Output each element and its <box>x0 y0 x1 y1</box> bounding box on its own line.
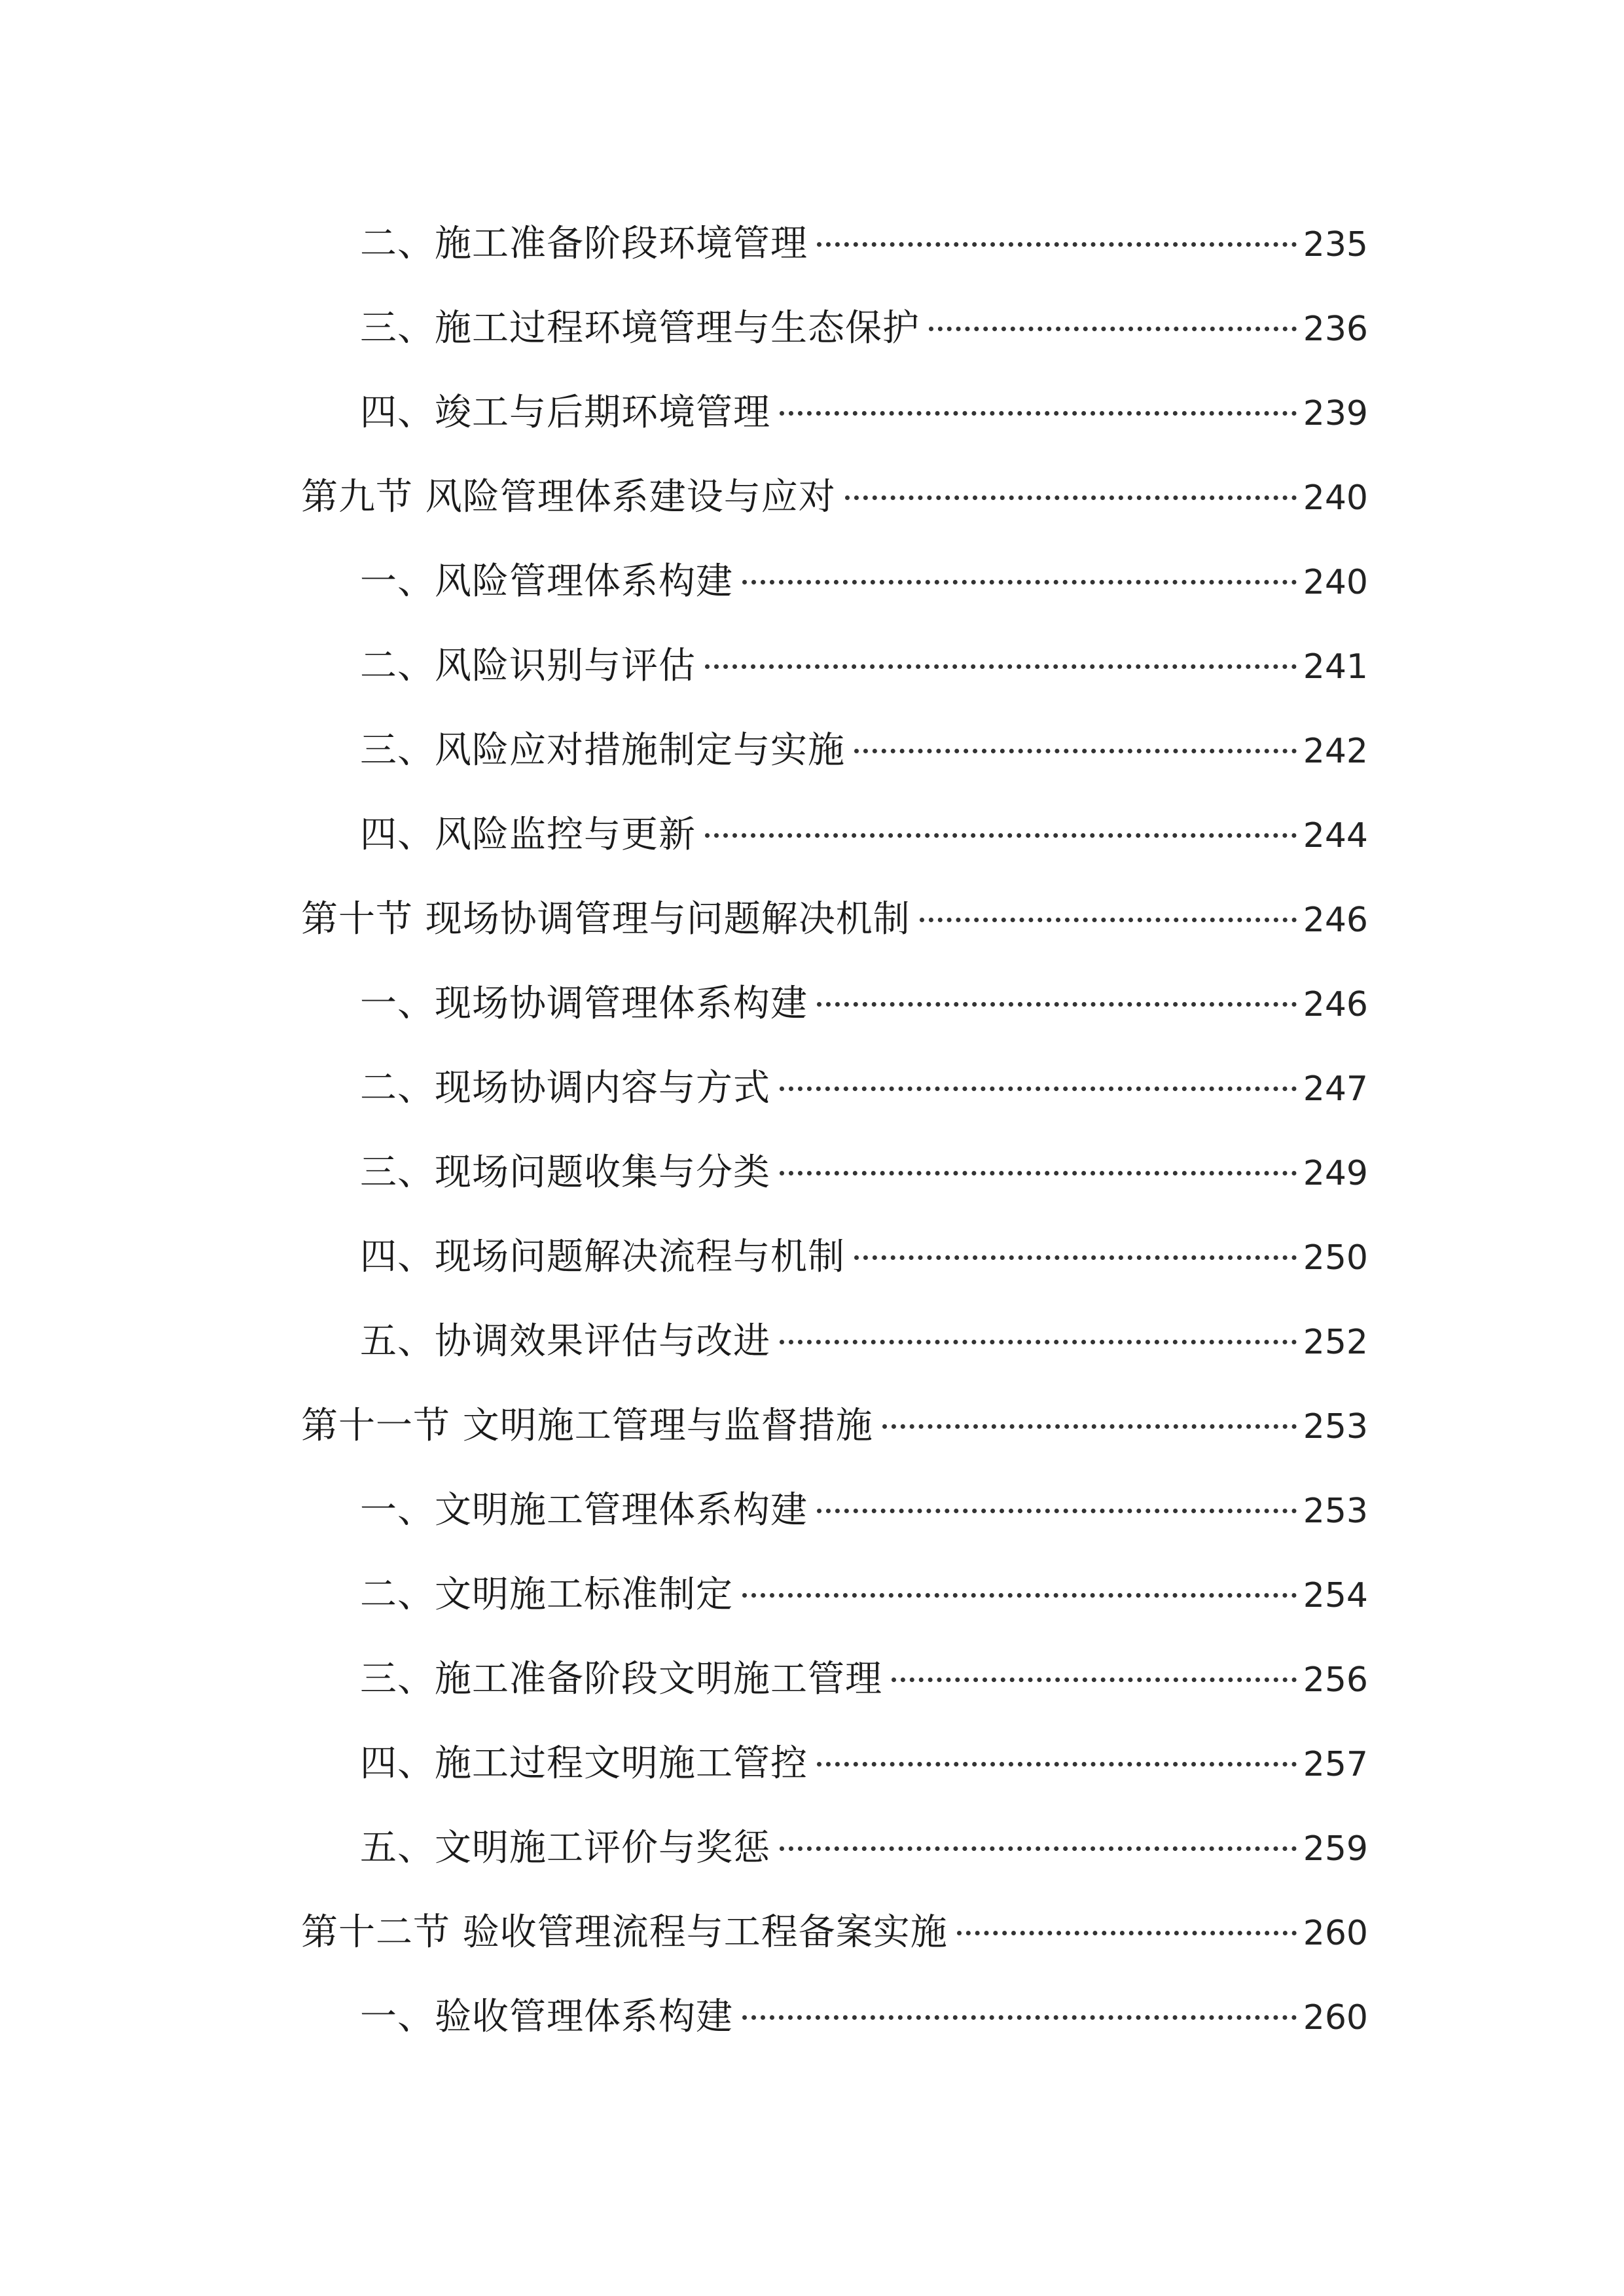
toc-entry-page: 246 <box>1303 901 1368 940</box>
toc-entry-page: 242 <box>1303 732 1368 771</box>
dot-leader <box>854 1255 1297 1260</box>
toc-entry[interactable] <box>301 1046 1368 1130</box>
toc-entry-page: 235 <box>1303 225 1368 264</box>
dot-leader <box>845 495 1297 500</box>
toc-entry-title: 二、施工准备阶段环境管理 <box>360 223 808 265</box>
toc-entry-title: 第九节 风险管理体系建设与应对 <box>301 476 836 518</box>
toc-entry-page: 260 <box>1303 1914 1368 1953</box>
dot-leader <box>957 1931 1297 1935</box>
toc-entry[interactable] <box>301 961 1368 1046</box>
toc-entry[interactable] <box>301 793 1368 877</box>
toc-entry[interactable] <box>301 1468 1368 1552</box>
toc-entry-page: 246 <box>1303 985 1368 1024</box>
toc-entry-title: 一、风险管理体系构建 <box>360 560 733 603</box>
dot-leader <box>929 327 1297 331</box>
toc-entry[interactable] <box>301 1299 1368 1384</box>
toc-entry-title: 第十节 现场协调管理与问题解决机制 <box>301 898 911 941</box>
dot-leader <box>817 1002 1297 1007</box>
toc-entry-title: 四、竣工与后期环境管理 <box>360 391 770 434</box>
dot-leader <box>780 1086 1297 1091</box>
toc-entry[interactable] <box>301 286 1368 370</box>
dot-leader <box>817 242 1297 247</box>
toc-entry[interactable] <box>301 1215 1368 1299</box>
toc-entry-title: 一、现场协调管理体系构建 <box>360 982 808 1025</box>
dot-leader <box>742 2015 1297 2020</box>
toc-entry-page: 241 <box>1303 647 1368 687</box>
toc-entry-page: 239 <box>1303 394 1368 433</box>
toc-entry[interactable] <box>301 1637 1368 1721</box>
toc-entry-title: 三、现场问题收集与分类 <box>360 1151 770 1194</box>
toc-entry-title: 四、风险监控与更新 <box>360 814 696 856</box>
toc-entry-page: 254 <box>1303 1576 1368 1615</box>
dot-leader <box>780 1340 1297 1344</box>
toc-entry-title: 一、文明施工管理体系构建 <box>360 1489 808 1532</box>
toc-entry[interactable] <box>301 624 1368 708</box>
dot-leader <box>920 918 1297 922</box>
toc-entry-title: 五、协调效果评估与改进 <box>360 1320 770 1363</box>
dot-leader <box>817 1762 1297 1767</box>
toc-entry-page: 236 <box>1303 310 1368 349</box>
dot-leader <box>892 1677 1297 1682</box>
dot-leader <box>882 1424 1297 1429</box>
toc-entry-page: 253 <box>1303 1407 1368 1446</box>
toc-entry-page: 256 <box>1303 1660 1368 1700</box>
dot-leader <box>742 580 1297 584</box>
dot-leader <box>854 749 1297 753</box>
toc-section-heading[interactable] <box>301 1384 1368 1468</box>
toc-entry-page: 257 <box>1303 1745 1368 1784</box>
toc-entry[interactable] <box>301 1806 1368 1890</box>
toc-entry[interactable] <box>301 708 1368 793</box>
toc-entry[interactable] <box>301 370 1368 455</box>
toc-entry-page: 244 <box>1303 816 1368 855</box>
toc-entry-title: 五、文明施工评价与奖惩 <box>360 1827 770 1869</box>
toc-entry-page: 240 <box>1303 563 1368 602</box>
dot-leader <box>705 664 1297 669</box>
toc-entry-page: 259 <box>1303 1829 1368 1869</box>
toc-entry-title: 三、施工过程环境管理与生态保护 <box>360 307 920 350</box>
toc-entry-page: 250 <box>1303 1238 1368 1278</box>
toc-entry-title: 三、风险应对措施制定与实施 <box>360 729 845 772</box>
toc-entry-page: 249 <box>1303 1154 1368 1193</box>
toc-entry-page: 240 <box>1303 478 1368 518</box>
toc-entry[interactable] <box>301 202 1368 286</box>
toc-entry-page: 247 <box>1303 1069 1368 1109</box>
toc-entry-page: 252 <box>1303 1323 1368 1362</box>
dot-leader <box>742 1593 1297 1598</box>
toc-entry-title: 第十一节 文明施工管理与监督措施 <box>301 1405 873 1447</box>
toc-section-heading[interactable] <box>301 1890 1368 1975</box>
toc-entry-title: 第十二节 验收管理流程与工程备案实施 <box>301 1911 948 1954</box>
toc-entry-title: 四、施工过程文明施工管控 <box>360 1742 808 1785</box>
toc-entry[interactable] <box>301 1130 1368 1215</box>
toc-entry[interactable] <box>301 1552 1368 1637</box>
toc-entry-title: 四、现场问题解决流程与机制 <box>360 1236 845 1278</box>
table-of-contents <box>301 202 1368 2059</box>
toc-entry-title: 一、验收管理体系构建 <box>360 1996 733 2038</box>
toc-entry-title: 三、施工准备阶段文明施工管理 <box>360 1658 882 1700</box>
toc-entry-page: 260 <box>1303 1998 1368 2037</box>
dot-leader <box>705 833 1297 838</box>
dot-leader <box>780 1846 1297 1851</box>
toc-entry-title: 二、风险识别与评估 <box>360 645 696 687</box>
dot-leader <box>780 411 1297 416</box>
toc-section-heading[interactable] <box>301 877 1368 961</box>
toc-entry[interactable] <box>301 1721 1368 1806</box>
toc-entry-title: 二、现场协调内容与方式 <box>360 1067 770 1109</box>
toc-entry[interactable] <box>301 539 1368 624</box>
toc-entry-title: 二、文明施工标准制定 <box>360 1573 733 1616</box>
toc-entry[interactable] <box>301 1975 1368 2059</box>
toc-entry-page: 253 <box>1303 1492 1368 1531</box>
dot-leader <box>817 1509 1297 1513</box>
dot-leader <box>780 1171 1297 1175</box>
toc-section-heading[interactable] <box>301 455 1368 539</box>
